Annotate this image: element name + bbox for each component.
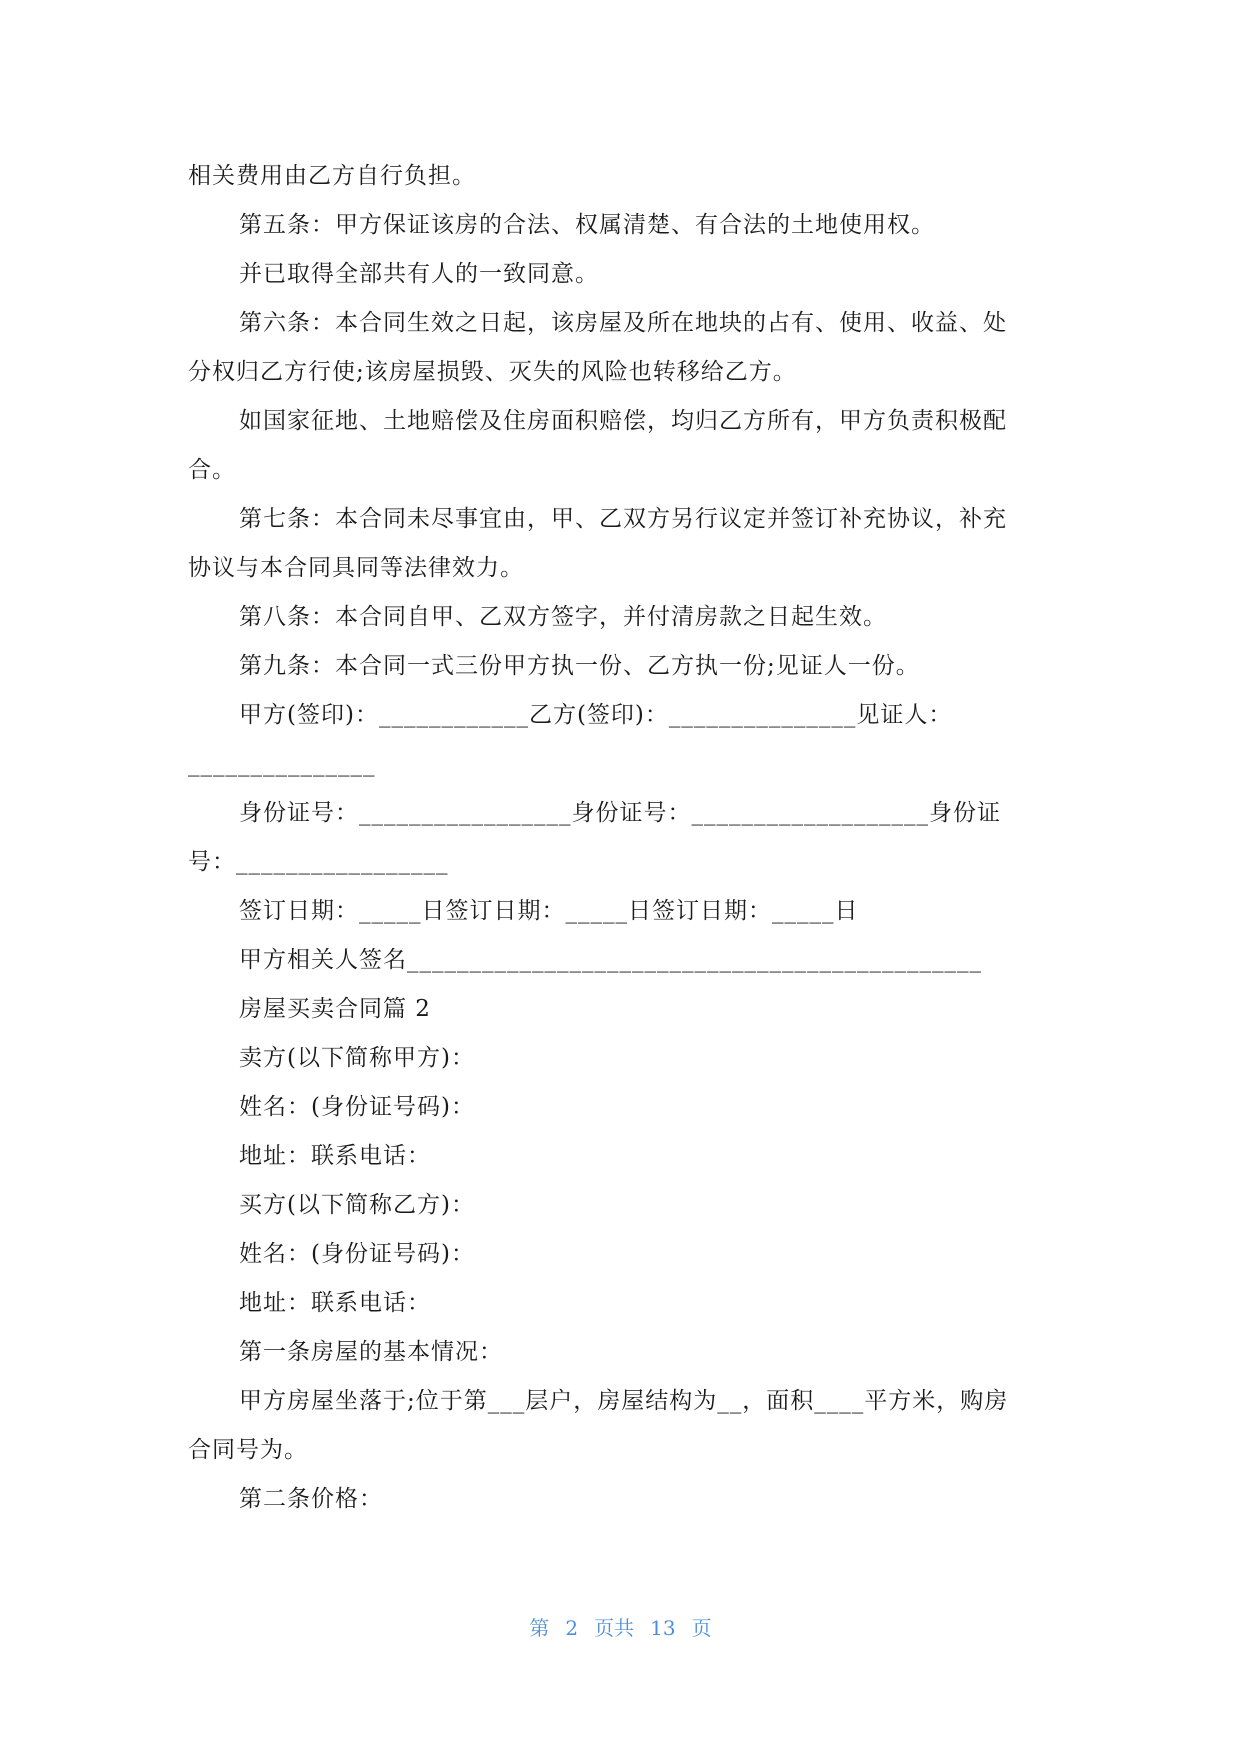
- document-line: 甲方相关人签名______________________________________________: [239, 947, 982, 973]
- document-line: 买方(以下简称乙方)：: [239, 1192, 475, 1218]
- document-line: 第八条：本合同自甲、乙双方签字，并付清房款之日起生效。: [239, 604, 887, 630]
- document-line: 第六条：本合同生效之日起，该房屋及所在地块的占有、使用、收益、处: [239, 310, 1007, 336]
- document-line: 地址：联系电话：: [239, 1143, 431, 1169]
- footer-middle: 页共: [594, 1616, 635, 1640]
- document-line: 姓名：(身份证号码)：: [239, 1241, 475, 1267]
- document-line: _______________: [188, 751, 376, 777]
- page-footer: [0, 1612, 1241, 1641]
- document-line: 号：_________________: [188, 849, 449, 875]
- document-line: 地址：联系电话：: [239, 1290, 431, 1316]
- document-line: 签订日期：_____日签订日期：_____日签订日期：_____日: [239, 898, 859, 924]
- document-line: 协议与本合同具同等法律效力。: [188, 555, 524, 581]
- document-line: 合。: [188, 457, 236, 483]
- document-line: 房屋买卖合同篇 2: [239, 996, 431, 1022]
- document-line: 卖方(以下简称甲方)：: [239, 1045, 475, 1071]
- document-line: 相关费用由乙方自行负担。: [188, 163, 476, 189]
- document-line: 如国家征地、土地赔偿及住房面积赔偿，均归乙方所有，甲方负责积极配: [239, 408, 1007, 434]
- document-line: 合同号为。: [188, 1437, 308, 1463]
- document-body: [188, 152, 1048, 1524]
- document-line: 分权归乙方行使;该房屋损毁、灭失的风险也转移给乙方。: [188, 359, 797, 385]
- document-line: 身份证号：_________________身份证号：___________________身份证: [239, 800, 1001, 826]
- document-line: 第七条：本合同未尽事宜由，甲、乙双方另行议定并签订补充协议，补充: [239, 506, 1007, 532]
- footer-prefix: 第: [529, 1616, 550, 1640]
- document-line: 姓名：(身份证号码)：: [239, 1094, 475, 1120]
- footer-total-pages: 13: [650, 1616, 676, 1640]
- document-line: 第五条：甲方保证该房的合法、权属清楚、有合法的土地使用权。: [239, 212, 935, 238]
- document-line: 第二条价格：: [239, 1486, 383, 1512]
- footer-suffix: 页: [691, 1616, 712, 1640]
- document-line: 甲方房屋坐落于;位于第___层户，房屋结构为__，面积____平方米，购房: [239, 1388, 1009, 1414]
- document-line: 第一条房屋的基本情况：: [239, 1339, 503, 1365]
- document-line: 并已取得全部共有人的一致同意。: [239, 261, 599, 287]
- footer-current-page: 2: [565, 1616, 579, 1640]
- document-line: 第九条：本合同一式三份甲方执一份、乙方执一份;见证人一份。: [239, 653, 920, 679]
- document-line: 甲方(签印)：____________乙方(签印)：_______________见证人：: [239, 702, 953, 728]
